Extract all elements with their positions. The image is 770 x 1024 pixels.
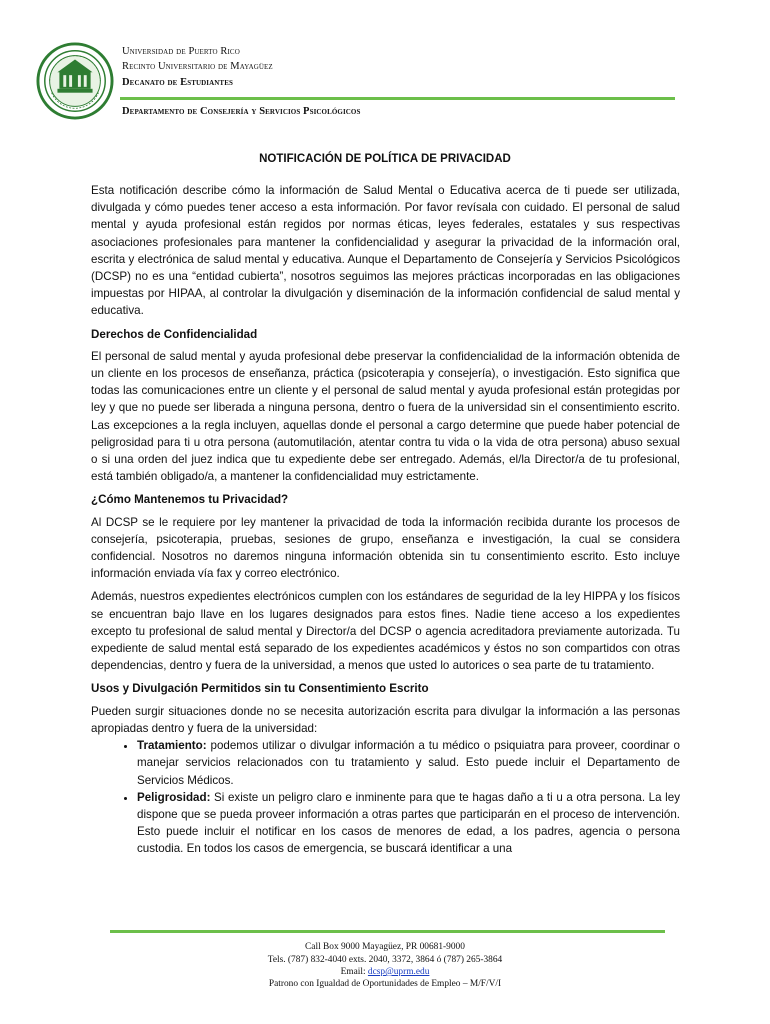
campus-name: Recinto Universitario de Mayagüez bbox=[122, 61, 273, 72]
footer-phones: Tels. (787) 832-4040 exts. 2040, 3372, 3864 ó (787) 265-3864 bbox=[267, 955, 503, 965]
list-item-treatment bbox=[137, 737, 680, 789]
permitted-uses-list bbox=[91, 737, 680, 857]
department-name: Departamento de Consejería y Servicios Psicológicos bbox=[122, 106, 361, 117]
header-divider bbox=[120, 97, 675, 100]
section-heading-permitted-uses: Usos y Divulgación Permitidos sin tu Consentimiento Escrito bbox=[91, 682, 429, 696]
deanship-name: Decanato de Estudiantes bbox=[122, 77, 233, 88]
bullet-term: Peligrosidad: bbox=[137, 790, 211, 804]
list-item-danger bbox=[137, 789, 680, 858]
confidentiality-paragraph: El personal de salud mental y ayuda profesional debe preservar la confidencialidad de la información obtenida de un cliente en los procesos de enseñanza, práctica (psicoterapia y consejería), o investigación. Esto significa que todas las comunicaciones entre un cliente y el personal de salud mental y ayuda profesional están protegidas por ley y que no puede ser liberada a ninguna persona, dentro o fuera de la universidad sin el consentimiento escrito. Las excepciones a la regla incluyen, aquellas donde el personal a cargo determine que puede haber potencial de peligrosidad para ti u otra persona (automutilación, atentar contra tu vida o la vida de otra persona) abuso sexual o si una orden del juez indica que tu expediente debe ser entregado. Además, el/la Director/a de tu profesional, está también obligado/a, a mantener la confidencialidad muy estrictamente. bbox=[91, 349, 680, 484]
bullet-term: Tratamiento: bbox=[137, 739, 207, 753]
footer-employer-note: Patrono con Igualdad de Oportunidades de Empleo – M/F/V/I bbox=[268, 979, 502, 989]
bullet-text: podemos utilizar o divulgar información a tu médico o psiquiatra para proveer, coordinar o manejar servicios relacionados con tu tratamiento y salud. Esto puede incluir el Departamento de Servicios Médicos. bbox=[137, 739, 680, 787]
footer-email-line bbox=[0, 967, 770, 977]
intro-paragraph: Esta notificación describe cómo la información de Salud Mental o Educativa acerca de ti puede ser utilizada, divulgada y cómo puedes tener acceso a esta información. Por favor revísala con cuidado. El personal de salud mental y ayuda profesional están regidos por normas éticas, leyes federales, estatales y sus respectivas asociaciones profesionales para mantener la confidencialidad y asegurar la privacidad de la información oral, escrita y electrónica de salud mental y educativa. Aunque el Departamento de Consejería y Servicios Psicológicos (DCSP) no es una “entidad cubierta”, nosotros seguimos las mejores prácticas incorporadas en las obligaciones impuestas por HIPAA, al controlar la divulgación y diseminación de la información confidencial de salud mental y educativa. bbox=[91, 184, 680, 318]
section-heading-privacy: ¿Cómo Mantenemos tu Privacidad? bbox=[91, 493, 289, 507]
privacy-paragraph-1: Al DCSP se le requiere por ley mantener la privacidad de toda la información recibida durante los procesos de consejería, psicoterapia, pruebas, sesiones de grupo, enseñanza e investigación, la cual se considera confidencial. Nosotros no daremos ninguna información obtenida sin tu consentimiento escrito. Esto incluye información enviada vía fax y correo electrónico. bbox=[91, 515, 680, 581]
footer-email-link[interactable]: dcsp@uprm.edu bbox=[367, 967, 430, 977]
document-title: NOTIFICACIÓN DE POLÍTICA DE PRIVACIDAD bbox=[259, 153, 511, 165]
footer-divider bbox=[110, 930, 665, 933]
document-body bbox=[91, 182, 680, 858]
university-seal-logo bbox=[36, 42, 114, 120]
footer-email-label: Email: bbox=[340, 967, 368, 977]
university-name: Universidad de Puerto Rico bbox=[122, 46, 240, 57]
permitted-uses-intro: Pueden surgir situaciones donde no se necesita autorización escrita para divulgar la información a las personas apropiadas dentro y fuera de la universidad: bbox=[91, 704, 680, 735]
bullet-text: Si existe un peligro claro e inminente para que te hagas daño a ti u a otra persona. La ley dispone que se pueda proveer información a otras partes que participarán en el proceso de intervención. Esto puede incluir el notificar en los casos de menores de edad, a los padres, agencia o persona custodia. En todos los casos de emergencia, se buscará identificar a una bbox=[137, 790, 680, 856]
privacy-paragraph-2: Además, nuestros expedientes electrónicos cumplen con los estándares de seguridad de la ley HIPPA y los físicos se encuentran bajo llave en los lugares designados para estos fines. Nadie tiene acceso a los expedientes excepto tu profesional de salud mental y Director/a del DCSP o agencia acreditadora previamente autorizada. Tu expediente de salud mental está separado de los expedientes académicos y éstos no son compartidos con otras dependencias, dentro y fuera de la universidad, a menos que usted lo autorices o sea parte de tu tratamiento. bbox=[91, 590, 680, 673]
footer-address: Call Box 9000 Mayagüez, PR 00681-9000 bbox=[305, 942, 465, 952]
section-heading-confidentiality: Derechos de Confidencialidad bbox=[91, 327, 258, 341]
